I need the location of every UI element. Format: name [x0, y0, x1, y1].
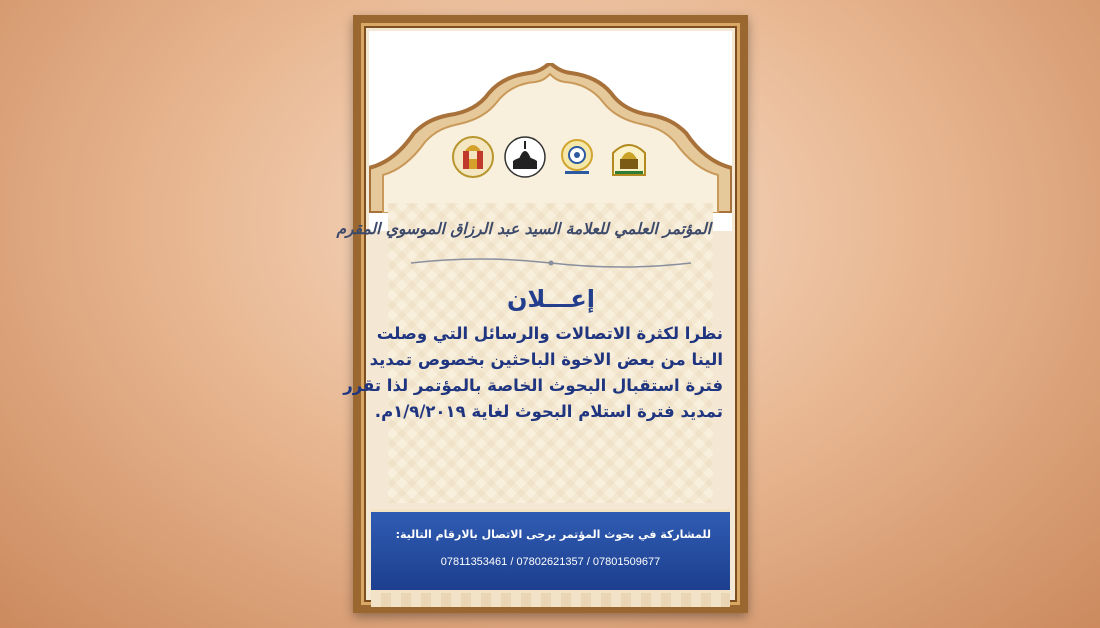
body-line: فترة استقبال البحوث الخاصة بالمؤتمر لذا تقرر: [343, 376, 723, 395]
ornate-seal-logo-icon: [451, 135, 495, 179]
dome-emblem-logo-icon: [607, 135, 651, 179]
announcement-body: [343, 321, 723, 425]
body-line: الينا من بعض الاخوة الباحثين بخصوص تمديد: [369, 350, 723, 369]
bottom-pattern-strip: [371, 593, 730, 607]
contact-label: للمشاركة في بحوث المؤتمر يرجى الاتصال بالارقام التالية:: [395, 528, 711, 541]
phone-numbers: 07811353461 / 07802621357 / 07801509677: [440, 556, 661, 568]
conference-title: المؤتمر العلمي للعلامة السيد عبد الرزاق الموسوي المقرم: [336, 219, 711, 238]
announcement-poster: [336, 15, 748, 613]
title-ornament-divider: [401, 255, 701, 271]
announcement-heading: إعـــلان: [507, 285, 595, 313]
contact-banner: [371, 509, 730, 593]
body-line: تمديد فترة استلام البحوث لغاية ١/٩/٢٠١٩م.: [374, 402, 723, 421]
mosque-silhouette-logo-icon: [503, 135, 547, 179]
body-line: نظرا لكثرة الاتصالات والرسائل التي وصلت: [376, 324, 723, 343]
logo-row: [451, 133, 651, 181]
globe-emblem-logo-icon: [555, 135, 599, 179]
